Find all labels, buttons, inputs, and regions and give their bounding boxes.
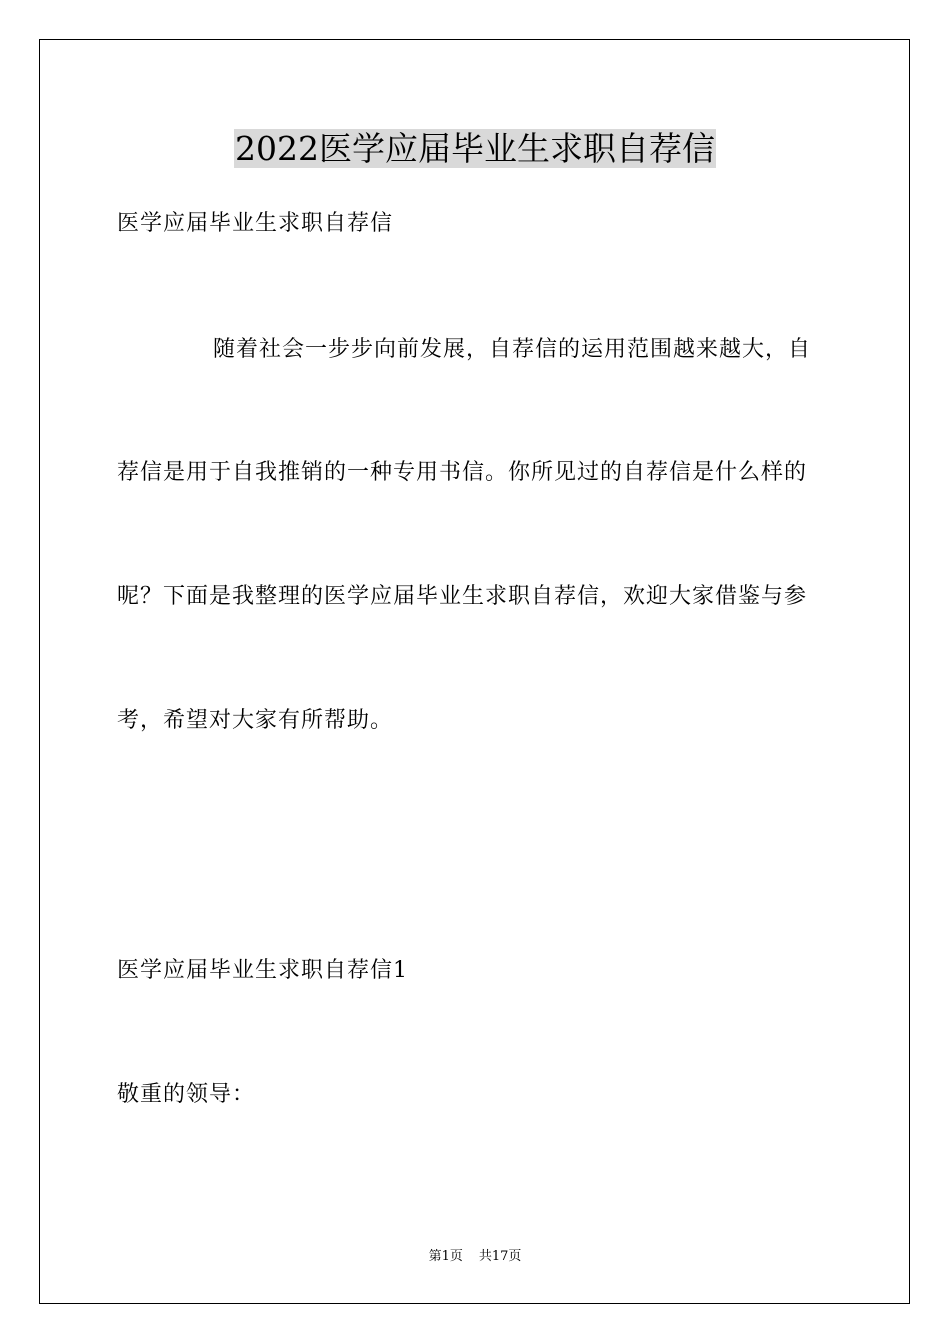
section-heading: 医学应届毕业生求职自荐信1: [117, 958, 408, 983]
intro-line-2: 荐信是用于自我推销的一种专用书信。你所见过的自荐信是什么样的: [117, 460, 808, 485]
document-title-text: 2022医学应届毕业生求职自荐信: [235, 129, 715, 168]
page-total: 共17页: [478, 1249, 522, 1264]
intro-line-3: 呢？下面是我整理的医学应届毕业生求职自荐信，欢迎大家借鉴与参: [117, 584, 808, 609]
document-subtitle: 医学应届毕业生求职自荐信: [117, 211, 394, 236]
page-number: 第1页: [428, 1249, 463, 1264]
salutation: 敬重的领导：: [117, 1082, 256, 1107]
document-title: [0, 128, 950, 170]
page-footer: [0, 1248, 950, 1266]
intro-line-4: 考，希望对大家有所帮助。: [117, 708, 394, 733]
intro-line-1: 随着社会一步步向前发展，自荐信的运用范围越来越大，自: [213, 337, 812, 362]
